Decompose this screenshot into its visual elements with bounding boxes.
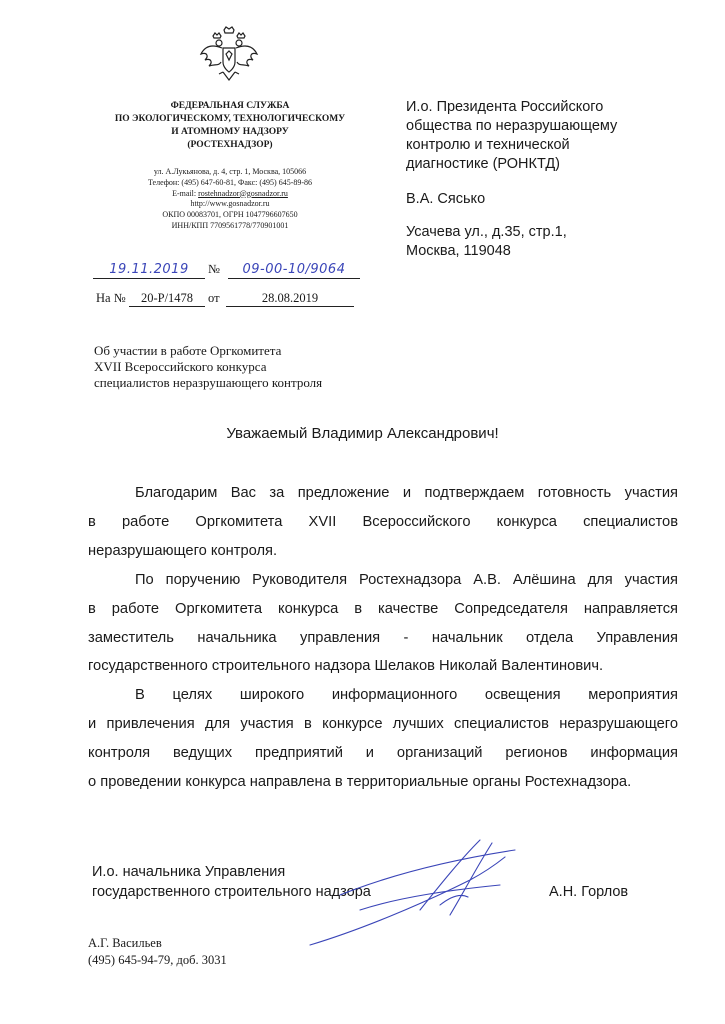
email-link[interactable]: rostehnadzor@gosnadzor.ru bbox=[198, 188, 288, 198]
body-paragraph bbox=[88, 479, 678, 566]
executor-name: А.Г. Васильев bbox=[88, 936, 162, 950]
handwritten-signature bbox=[300, 835, 520, 950]
registration-date: 19.11.2019 bbox=[93, 261, 205, 279]
executor-info bbox=[88, 935, 227, 969]
body-line: в работе Оргкомитета конкурса в качестве Сопредседателя направляется bbox=[88, 600, 678, 617]
body-line: о проведении конкурса направлена в территориальные органы Ростехнадзора. bbox=[88, 774, 632, 791]
recipient-address-line: Москва, 119048 bbox=[406, 243, 511, 259]
body-paragraph bbox=[88, 681, 678, 797]
body-line: Благодарим Вас за предложение и подтверждаем готовность участия bbox=[135, 485, 678, 501]
greeting: Уважаемый Владимир Александрович! bbox=[226, 425, 499, 442]
signatory-title-line: государственного строительного надзора bbox=[92, 884, 371, 900]
body-paragraph bbox=[88, 566, 678, 682]
coat-of-arms-icon bbox=[197, 24, 261, 88]
agency-contacts bbox=[105, 167, 355, 232]
registration-number-label: № bbox=[208, 262, 220, 276]
recipient-address-line: Усачева ул., д.35, стр.1, bbox=[406, 224, 567, 240]
agency-inn: ИНН/КПП 7709561778/770901001 bbox=[171, 220, 289, 230]
email-label: E-mail: bbox=[172, 188, 199, 198]
agency-line: И АТОМНОМУ НАДЗОРУ bbox=[171, 127, 289, 137]
signatory-name: А.Н. Горлов bbox=[549, 884, 629, 900]
body-line: контроля ведущих предприятий и организаций регионов информация bbox=[88, 745, 678, 762]
body-line: неразрушающего контроля. bbox=[88, 542, 278, 559]
body-line: и привлечения для участия в конкурсе лучших специалистов неразрушающего bbox=[88, 716, 678, 733]
agency-address: ул. А.Лукьянова, д. 4, стр. 1, Москва, 105066 bbox=[153, 167, 307, 176]
body-line: государственного строительного надзора Шелаков Николай Валентинович. bbox=[88, 658, 604, 675]
recipient-line: общества по неразрушающему bbox=[406, 118, 618, 134]
agency-okpo: ОКПО 00083701, ОГРН 1047796607650 bbox=[162, 210, 298, 220]
letter-subject bbox=[94, 343, 394, 391]
recipient-line: контролю и технической bbox=[406, 137, 570, 153]
agency-phone: Телефон: (495) 647-60-81, Факс: (495) 645-89-86 bbox=[147, 177, 313, 187]
body-line: По поручению Руководителя Ростехнадзора А.В. Алёшина для участия bbox=[135, 571, 678, 588]
recipient-line: диагностике (РОНКТД) bbox=[406, 156, 560, 172]
signatory-title-line: И.о. начальника Управления bbox=[92, 864, 286, 880]
agency-website[interactable]: http://www.gosnadzor.ru bbox=[190, 199, 270, 209]
subject-line: XVII Всероссийского конкурса bbox=[94, 359, 267, 374]
body-line: в работе Оргкомитета XVII Всероссийского конкурса специалистов bbox=[88, 513, 678, 530]
agency-email-row bbox=[105, 189, 355, 200]
body-line: заместитель начальника управления - начальник отдела Управления bbox=[88, 629, 678, 646]
body-line: В целях широкого информационного освещения мероприятия bbox=[135, 687, 678, 704]
agency-line: (РОСТЕХНАДЗОР) bbox=[187, 140, 273, 150]
recipient-name: В.А. Сясько bbox=[406, 191, 486, 207]
subject-line: Об участии в работе Оргкомитета bbox=[94, 343, 282, 358]
agency-line: ФЕДЕРАЛЬНАЯ СЛУЖБА bbox=[170, 101, 290, 111]
reference-from-label: от bbox=[208, 291, 220, 305]
subject-line: специалистов неразрушающего контроля bbox=[94, 375, 323, 390]
agency-name bbox=[100, 100, 360, 152]
recipient-line: И.о. Президента Российского bbox=[406, 99, 604, 115]
reference-number: 20-Р/1478 bbox=[129, 290, 205, 307]
recipient-block bbox=[406, 98, 706, 261]
reference-label: На № bbox=[96, 291, 126, 305]
letter-body bbox=[88, 479, 678, 797]
executor-phone: (495) 645-94-79, доб. 3031 bbox=[88, 953, 227, 967]
registration-number: 09-00-10/9064 bbox=[228, 261, 360, 279]
reference-date: 28.08.2019 bbox=[226, 290, 354, 307]
agency-line: ПО ЭКОЛОГИЧЕСКОМУ, ТЕХНОЛОГИЧЕСКОМУ bbox=[114, 114, 346, 124]
